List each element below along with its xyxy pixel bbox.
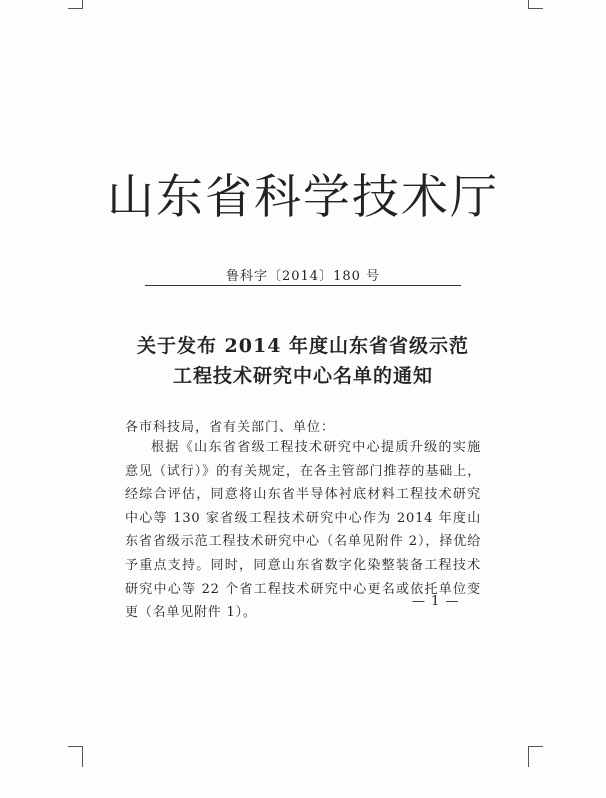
crop-mark-bottom-left [68,746,83,767]
body-paragraph: 根据《山东省省级工程技术研究中心提质升级的实施意见（试行）》的有关规定，在各主管部门推荐的基础上，经综合评估，同意将山东省半导体衬底材料工程技术研究中心等 130 家省级工程技术研究中心作为 2014 年度山东省省级示范工程技术研究中心（名单见附件 2），择优给予重点支持。同时，同意山东省数字化染整装备工程技术研究中心等 22 个省工程技术研究中心更名或依托单位变更（名单见附件 1）。 [125,440,481,621]
agency-name: 山东省科学技术厅 [107,170,499,225]
notice-title-line-2: 工程技术研究中心名单的通知 [172,365,433,387]
document-number: 鲁科字〔2014〕180 号 [225,269,381,284]
header-rule [145,285,461,286]
crop-mark-top-left [68,0,83,9]
notice-title-line-1: 关于发布 2014 年度山东省省级示范 [136,335,470,357]
crop-mark-bottom-right [528,746,543,767]
salutation: 各市科技局，省有关部门、单位： [125,420,336,435]
crop-mark-top-right [528,0,543,9]
page-number: — 1 — [412,594,460,609]
